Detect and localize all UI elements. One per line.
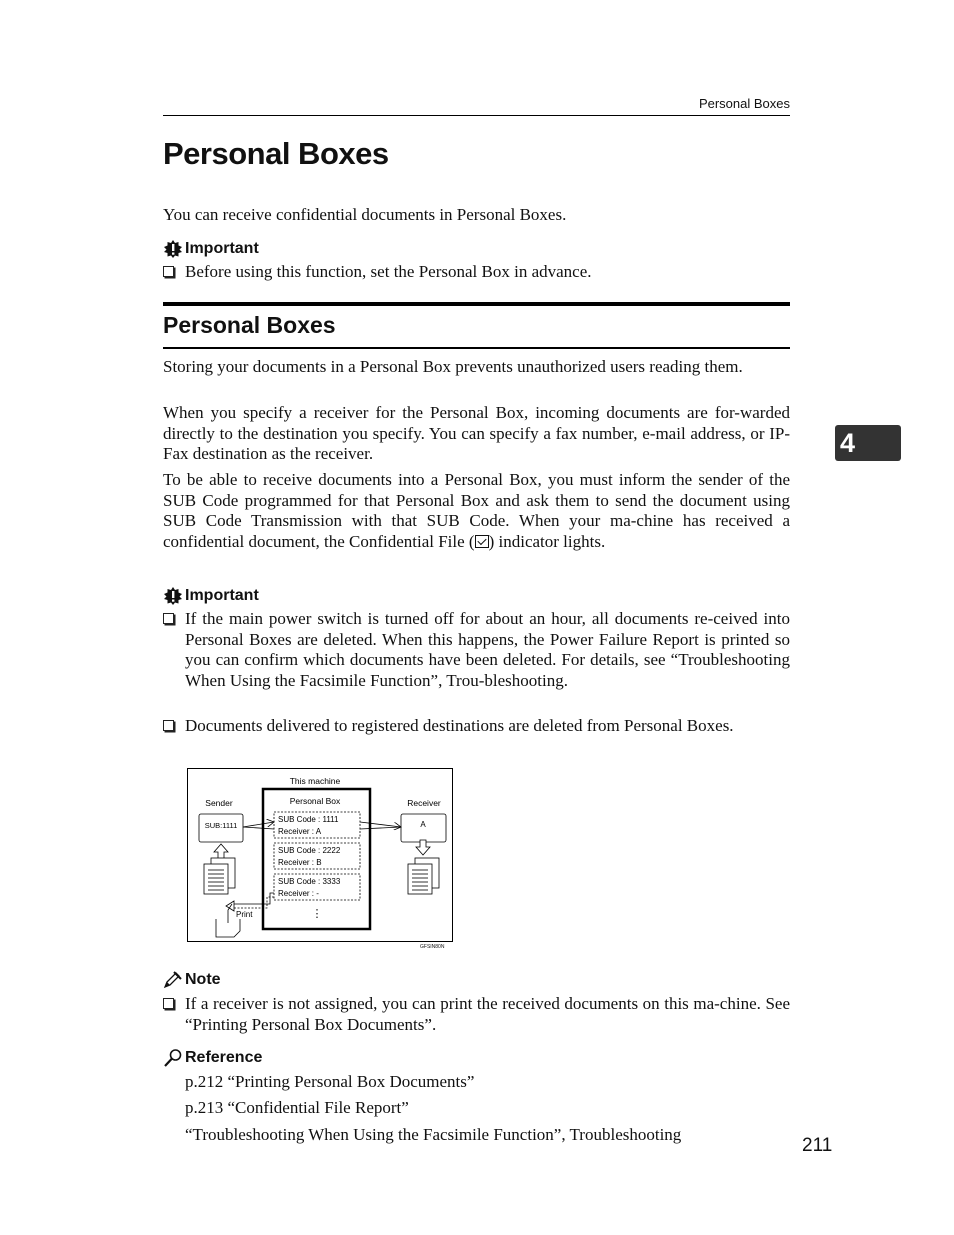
sub-box-1 xyxy=(274,812,360,838)
personal-box-diagram xyxy=(187,768,453,942)
figure-code: GFSIN80N xyxy=(420,944,445,950)
running-head: Personal Boxes xyxy=(698,96,790,111)
important-icon xyxy=(163,239,183,259)
section-paragraph-1: Storing your documents in a Personal Box prevents unauthorized users reading them. xyxy=(163,357,743,376)
more-boxes-ellipsis: ⋮ xyxy=(311,908,323,920)
note-label-text: Note xyxy=(185,971,221,988)
section-heading: Personal Boxes xyxy=(163,312,336,338)
sub-code-2: SUB Code : 2222 xyxy=(278,846,341,855)
section-paragraph-3 xyxy=(163,470,790,552)
important-label-2 xyxy=(163,586,259,606)
note-item: If a receiver is not assigned, you can print the received documents on this ma-chine. See “Printing Personal Box Documents”. xyxy=(185,994,790,1034)
sender-up-arrow-icon xyxy=(214,844,228,860)
page-title: Personal Boxes xyxy=(163,136,389,171)
reference-item: p.213 “Confidential File Report” xyxy=(185,1098,409,1117)
intro-paragraph: You can receive confidential documents in Personal Boxes. xyxy=(163,205,567,224)
important-label-text: Important xyxy=(185,587,259,604)
para3-text-after: ) indicator lights. xyxy=(488,531,606,551)
header-rule xyxy=(163,115,790,116)
checkbox-bullet xyxy=(163,613,174,624)
receiver-2: Receiver : B xyxy=(278,858,322,867)
reference-label xyxy=(163,1048,262,1068)
sub-box-3 xyxy=(274,874,360,900)
important-label-1 xyxy=(163,239,259,259)
pencil-icon xyxy=(163,971,183,989)
sender-sub-code: SUB:1111 xyxy=(204,821,238,830)
reference-item: p.212 “Printing Personal Box Documents” xyxy=(185,1072,475,1091)
section-rule-top xyxy=(163,302,790,306)
para3-text-before: To be able to receive documents into a Personal Box, you must inform the sender of the SUB Code programmed for that Personal Box and ask them to send the document using SUB Code Transmission with that SUB Code. When your ma-chine has received a confidential document, the Confidential File ( xyxy=(163,470,790,551)
reference-label-text: Reference xyxy=(185,1049,263,1066)
section-paragraph-2: When you specify a receiver for the Personal Box, incoming documents are for-warded directly to the destination you specify. You can specify a fax number, e-mail address, or IP-Fax destination as the receiver. xyxy=(163,403,790,463)
magnifier-icon xyxy=(163,1048,183,1068)
print-label: Print xyxy=(236,910,253,919)
receiver-1: Receiver : A xyxy=(278,827,322,836)
important-label-text: Important xyxy=(185,240,259,257)
important-icon xyxy=(163,586,183,606)
note-label xyxy=(163,971,221,989)
receiver-label: Receiver xyxy=(407,798,441,808)
checkbox-bullet xyxy=(163,720,174,731)
sender-document-icon xyxy=(204,858,235,894)
this-machine-label: This machine xyxy=(289,776,341,786)
checkbox-bullet xyxy=(163,998,174,1009)
sender-label: Sender xyxy=(205,798,233,808)
important-item: If the main power switch is turned off for about an hour, all documents re-ceived into Personal Boxes are deleted. When this happens, the Power Failure Report is printed so you can confirm which documents have been deleted. For details, see “Troubleshooting When Using the Facsimile Function”, Trou-bleshooting. xyxy=(185,609,790,690)
checkbox-bullet xyxy=(163,266,174,277)
sub-box-2 xyxy=(274,843,360,869)
sender-to-box-arrow xyxy=(243,822,274,827)
chapter-tab: 4 xyxy=(835,425,901,461)
important-item: Before using this function, set the Personal Box in advance. xyxy=(185,262,592,281)
printed-paper-icon xyxy=(216,904,240,937)
receiver-id: A xyxy=(420,820,426,829)
receiver-document-icon xyxy=(408,858,439,894)
reference-item: “Troubleshooting When Using the Facsimile Function”, Troubleshooting xyxy=(185,1125,682,1144)
receiver-3: Receiver : - xyxy=(278,889,319,898)
confidential-file-indicator-icon xyxy=(475,535,489,548)
sub-code-1: SUB Code : 1111 xyxy=(278,815,339,824)
important-item: Documents delivered to registered destinations are deleted from Personal Boxes. xyxy=(185,716,734,735)
page-number: 211 xyxy=(802,1135,833,1156)
section-rule-bottom xyxy=(163,347,790,349)
box-to-receiver-arrow xyxy=(360,822,401,827)
personal-box-label: Personal Box xyxy=(289,796,341,806)
sub-code-3: SUB Code : 3333 xyxy=(278,877,341,886)
print-arrow xyxy=(226,893,274,911)
